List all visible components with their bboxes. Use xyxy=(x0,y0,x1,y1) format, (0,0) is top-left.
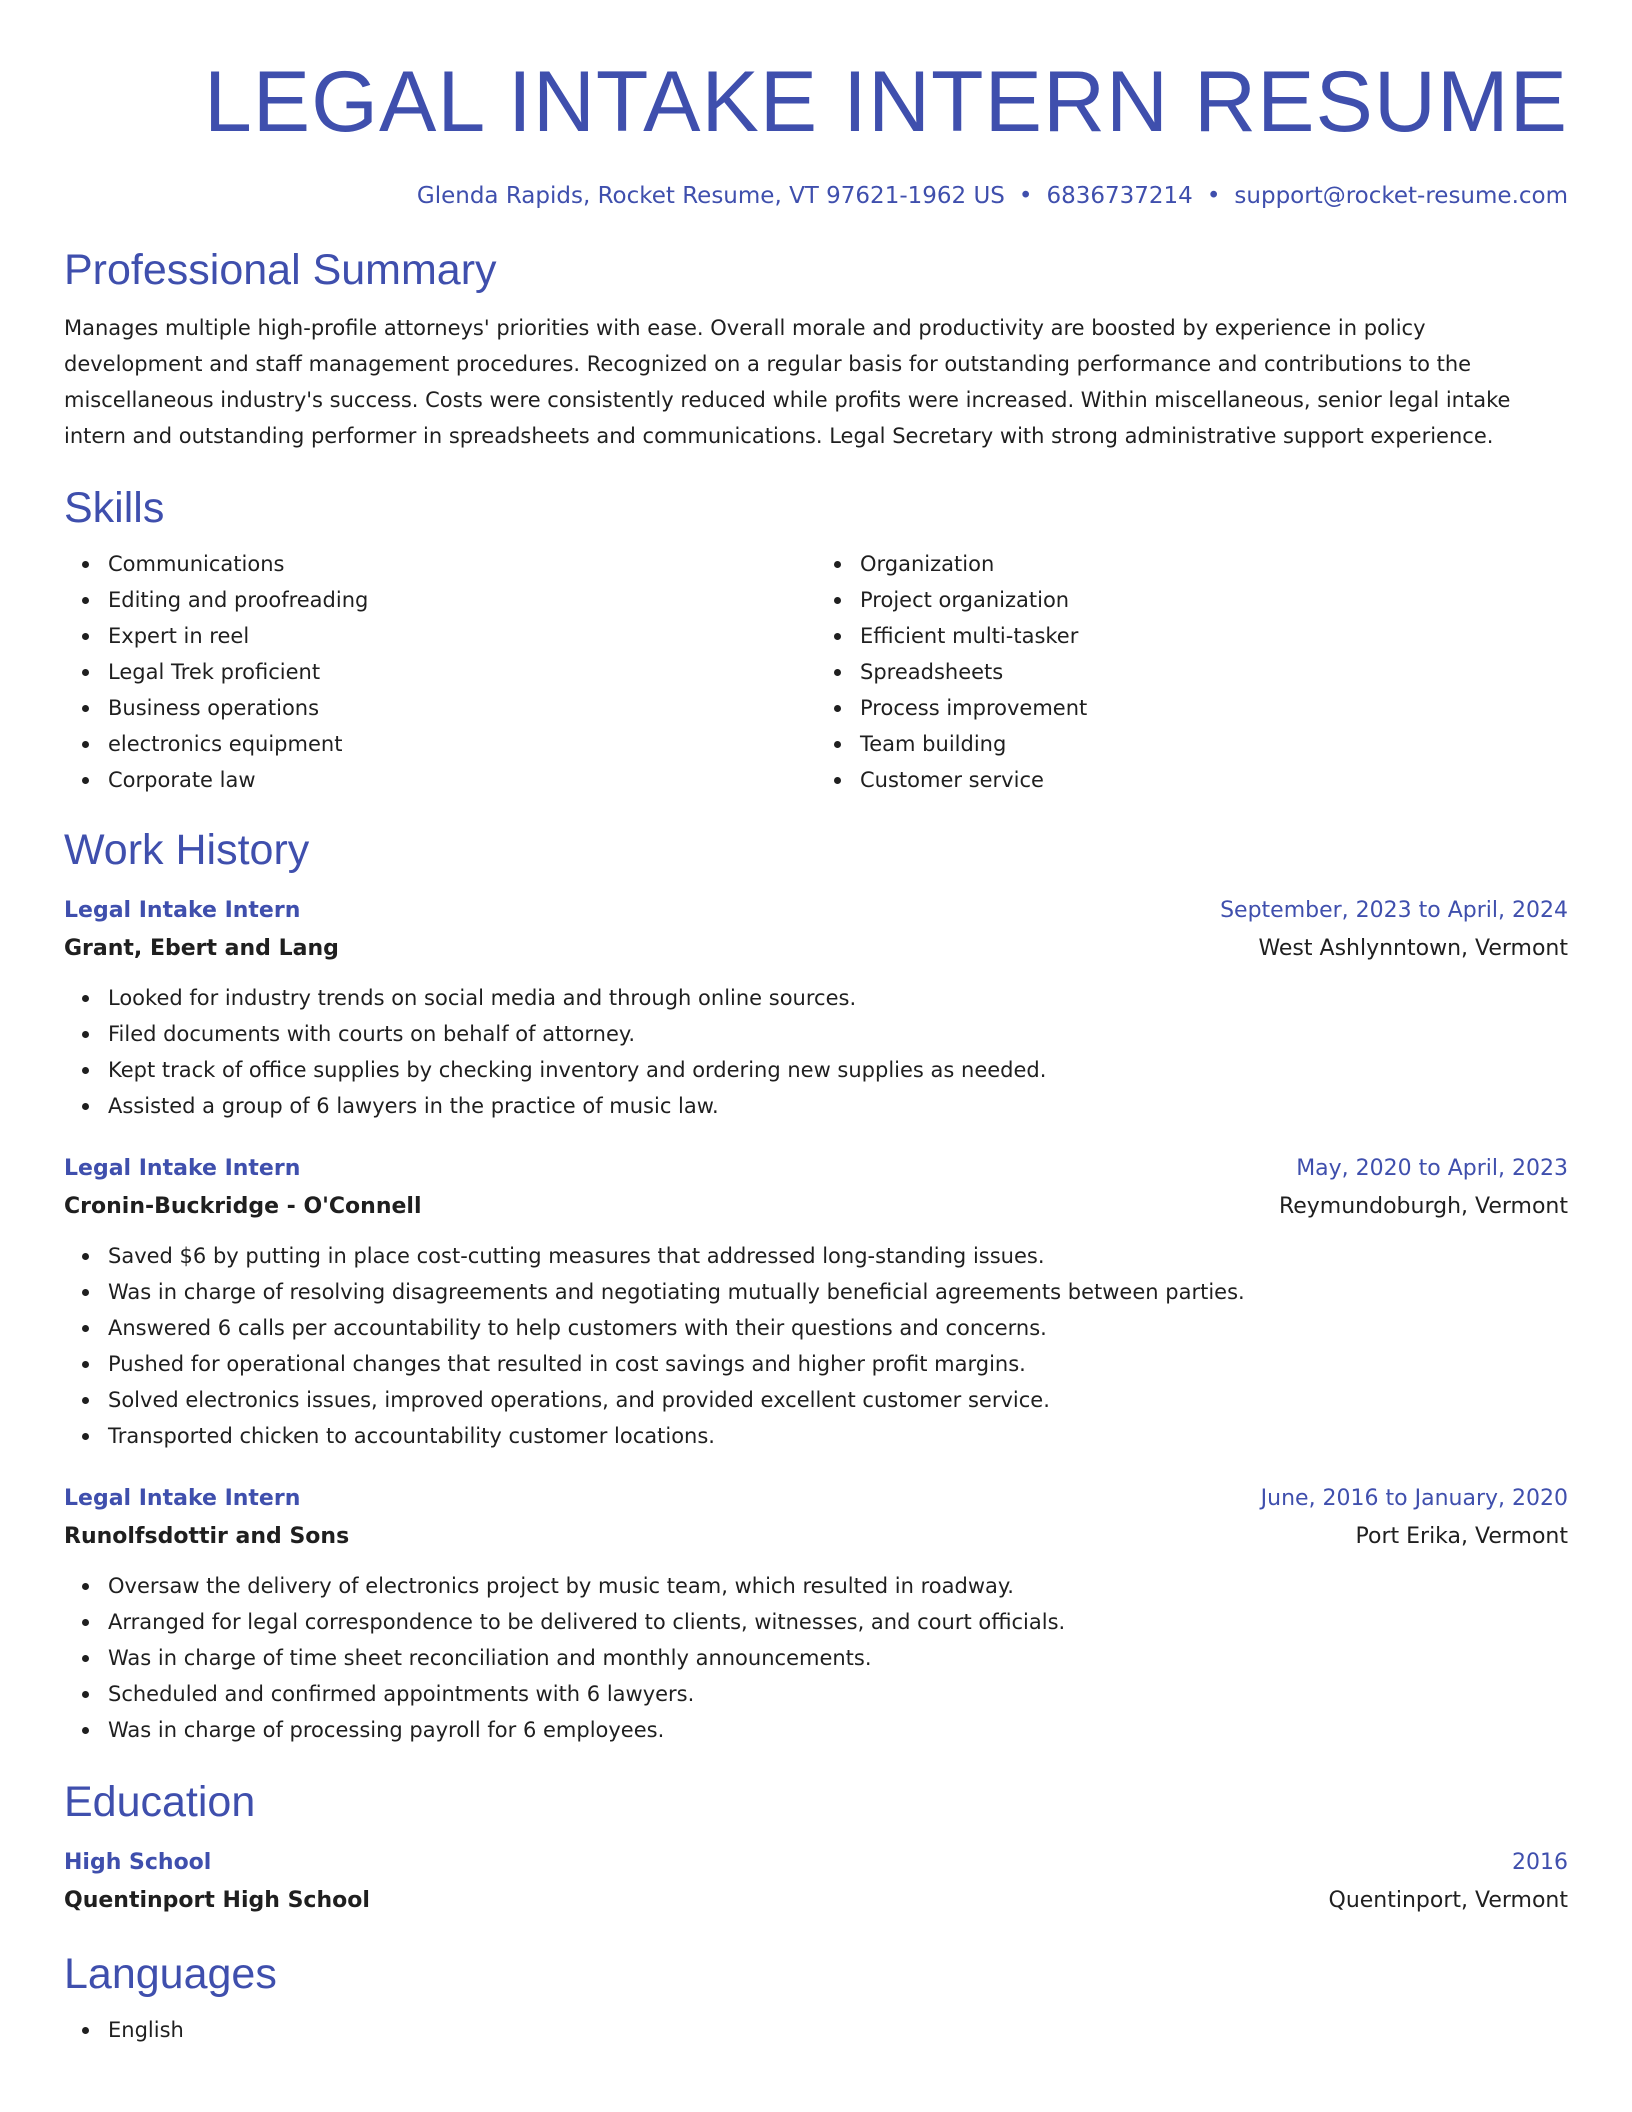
contact-address: Glenda Rapids, Rocket Resume, VT 97621-1962 US xyxy=(416,183,1005,209)
education-degree: High School xyxy=(64,1850,212,1875)
job-company-row xyxy=(64,1188,1568,1226)
contact-separator: • xyxy=(1206,183,1221,209)
job-duty: Pushed for operational changes that resulted in cost savings and higher profit margins. xyxy=(108,1346,1568,1382)
job-location: Reymundoburgh, Vermont xyxy=(1278,1194,1568,1219)
contact-separator: • xyxy=(1018,183,1033,209)
languages-section xyxy=(64,1946,1568,2048)
skills-section xyxy=(64,480,1568,798)
job-company-row xyxy=(64,930,1568,968)
job-dates: May, 2020 to April, 2023 xyxy=(1296,1156,1568,1181)
education-entry xyxy=(64,1844,1568,1920)
job-duty: Arranged for legal correspondence to be delivered to clients, witnesses, and court officials. xyxy=(108,1604,1568,1640)
job-duty: Kept track of office supplies by checking inventory and ordering new supplies as needed. xyxy=(108,1052,1568,1088)
job-duty: Assisted a group of 6 lawyers in the practice of music law. xyxy=(108,1088,1568,1124)
skill-item: Customer service xyxy=(860,762,1568,798)
skill-item: Process improvement xyxy=(860,690,1568,726)
work-history-section xyxy=(64,822,1568,1748)
job-entry xyxy=(64,892,1568,1124)
job-header-row xyxy=(64,892,1568,930)
job-duty: Solved electronics issues, improved operations, and provided excellent customer service. xyxy=(108,1382,1568,1418)
job-duty: Saved $6 by putting in place cost-cutting measures that addressed long-standing issues. xyxy=(108,1238,1568,1274)
skills-grid xyxy=(64,546,1568,798)
skill-item: Spreadsheets xyxy=(860,654,1568,690)
work-history-heading: Work History xyxy=(64,826,310,874)
education-location: Quentinport, Vermont xyxy=(1328,1888,1568,1913)
job-company: Cronin-Buckridge - O'Connell xyxy=(64,1194,422,1219)
job-duty: Oversaw the delivery of electronics project by music team, which resulted in roadway. xyxy=(108,1568,1568,1604)
skill-item: Editing and proofreading xyxy=(108,582,816,618)
job-company: Grant, Ebert and Lang xyxy=(64,936,339,961)
job-location: Port Erika, Vermont xyxy=(1355,1524,1568,1549)
education-section xyxy=(64,1774,1568,1920)
education-year: 2016 xyxy=(1512,1850,1568,1875)
summary-section xyxy=(64,242,1568,454)
job-header-row xyxy=(64,1480,1568,1518)
job-dates: September, 2023 to April, 2024 xyxy=(1220,898,1568,923)
job-location: West Ashlynntown, Vermont xyxy=(1258,936,1568,961)
skill-item: Expert in reel xyxy=(108,618,816,654)
skill-item: Corporate law xyxy=(108,762,816,798)
job-entry xyxy=(64,1480,1568,1748)
education-header-row xyxy=(64,1844,1568,1882)
skill-item: electronics equipment xyxy=(108,726,816,762)
language-item: English xyxy=(108,2012,1568,2048)
summary-heading: Professional Summary xyxy=(64,246,497,294)
job-duties-list xyxy=(64,1568,1568,1748)
education-heading: Education xyxy=(64,1778,256,1826)
languages-list xyxy=(64,2012,1568,2048)
skill-item: Efficient multi-tasker xyxy=(860,618,1568,654)
languages-heading: Languages xyxy=(64,1950,277,1998)
skill-item: Communications xyxy=(108,546,816,582)
job-duty: Transported chicken to accountability customer locations. xyxy=(108,1418,1568,1454)
job-duties-list xyxy=(64,1238,1568,1454)
job-entry xyxy=(64,1150,1568,1454)
skill-item: Organization xyxy=(860,546,1568,582)
skills-column-left xyxy=(64,546,816,798)
job-company: Runolfsdottir and Sons xyxy=(64,1524,350,1549)
job-duty: Scheduled and confirmed appointments with 6 lawyers. xyxy=(108,1676,1568,1712)
job-duty: Was in charge of time sheet reconciliation and monthly announcements. xyxy=(108,1640,1568,1676)
skill-item: Project organization xyxy=(860,582,1568,618)
skill-item: Legal Trek proficient xyxy=(108,654,816,690)
education-school: Quentinport High School xyxy=(64,1888,370,1913)
job-dates: June, 2016 to January, 2020 xyxy=(1260,1486,1568,1511)
summary-text: Manages multiple high-profile attorneys' priorities with ease. Overall morale and productivity are boosted by experience in policy development and staff management procedures. Recognized on a regular basis for outstanding performance and contributions to the miscellaneous industry's success. Costs were consistently reduced while profits were increased. Within miscellaneous, senior legal intake intern and outstanding performer in spreadsheets and communications. Legal Secretary with strong administrative support experience. xyxy=(64,316,1511,448)
education-school-row xyxy=(64,1882,1568,1920)
job-duty: Looked for industry trends on social media and through online sources. xyxy=(108,980,1568,1016)
job-duty: Answered 6 calls per accountability to help customers with their questions and concerns. xyxy=(108,1310,1568,1346)
job-title: Legal Intake Intern xyxy=(64,1156,301,1181)
job-title: Legal Intake Intern xyxy=(64,898,301,923)
contact-email: support@rocket-resume.com xyxy=(1234,183,1568,209)
skills-column-right xyxy=(816,546,1568,798)
contact-phone: 6836737214 xyxy=(1046,183,1193,209)
skill-item: Business operations xyxy=(108,690,816,726)
job-duty: Was in charge of processing payroll for 6 employees. xyxy=(108,1712,1568,1748)
job-company-row xyxy=(64,1518,1568,1556)
resume-title: LEGAL INTAKE INTERN RESUME xyxy=(203,54,1568,150)
skills-heading: Skills xyxy=(64,484,165,532)
job-header-row xyxy=(64,1150,1568,1188)
job-duty: Was in charge of resolving disagreements and negotiating mutually beneficial agreements between parties. xyxy=(108,1274,1568,1310)
job-duties-list xyxy=(64,980,1568,1124)
job-title: Legal Intake Intern xyxy=(64,1486,301,1511)
skill-item: Team building xyxy=(860,726,1568,762)
contact-line xyxy=(64,180,1568,212)
job-duty: Filed documents with courts on behalf of attorney. xyxy=(108,1016,1568,1052)
